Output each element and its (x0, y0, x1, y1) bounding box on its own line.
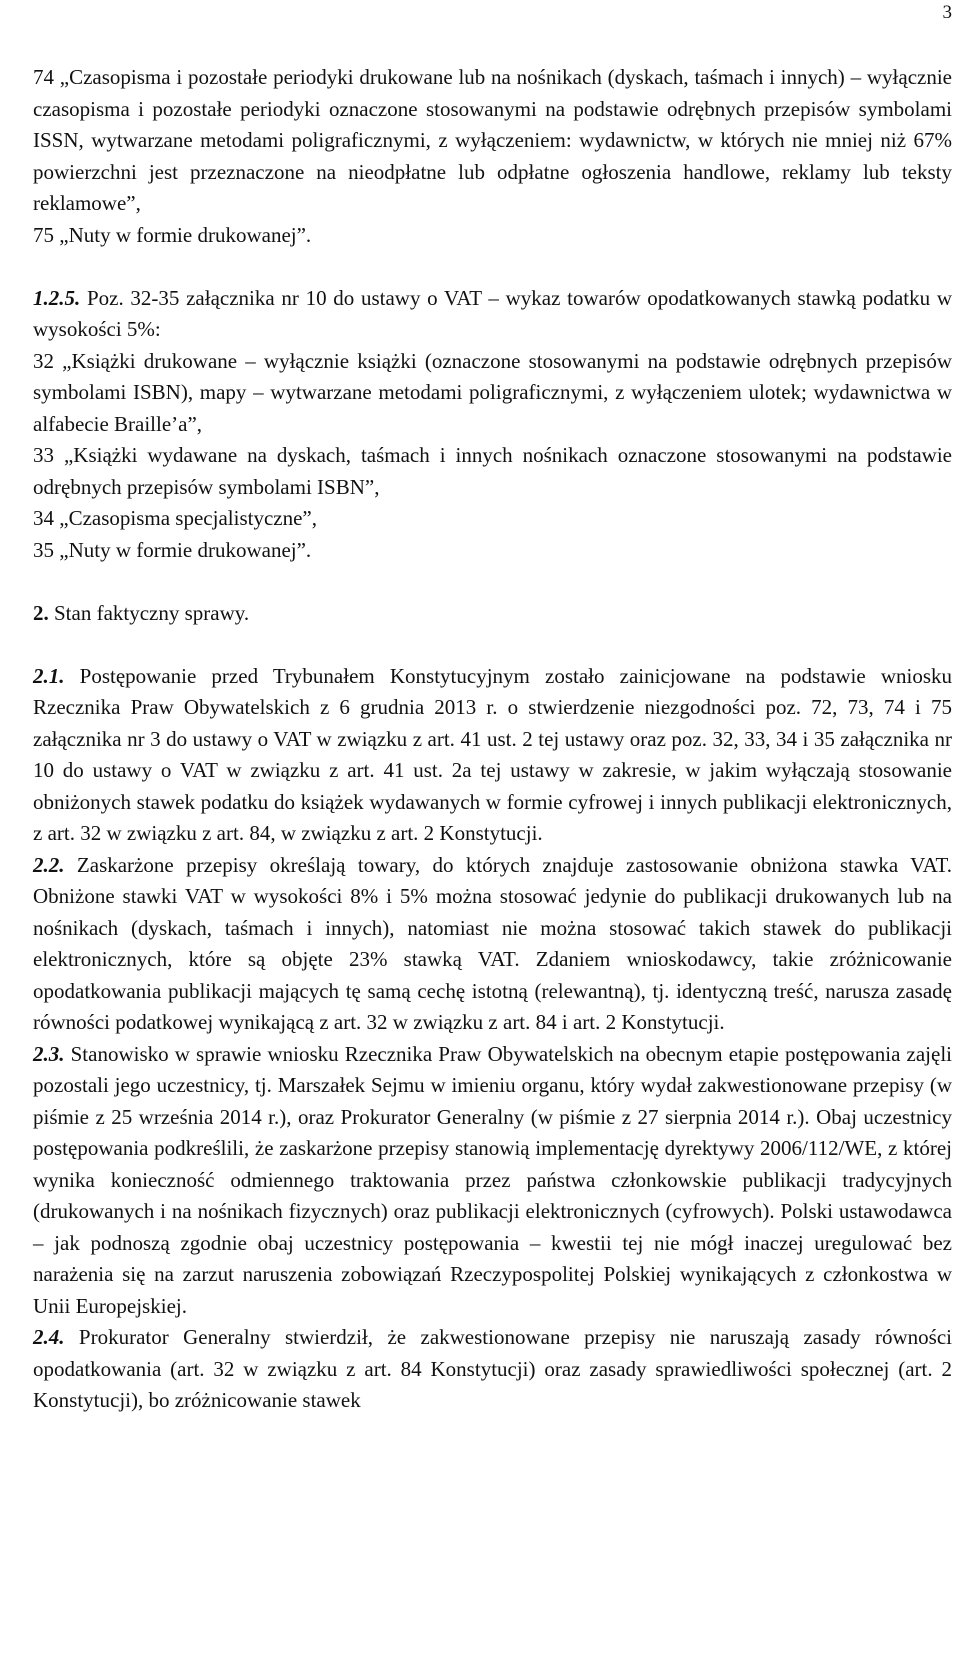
page-number: 3 (942, 2, 952, 23)
section-1-2-5 (33, 283, 952, 346)
section-number: 2.2. (33, 852, 65, 877)
section-2-4 (33, 1322, 952, 1417)
section-heading-text: Stan faktyczny sprawy. (48, 600, 250, 625)
section-number: 2.3. (33, 1041, 65, 1066)
section-2-1 (33, 661, 952, 850)
section-text: Poz. 32-35 załącznika nr 10 do ustawy o VAT – wykaz towarów opodatkowanych stawką podatku w wysokości 5%: (33, 285, 952, 341)
section-2-heading (33, 598, 952, 630)
document-body (33, 62, 952, 1417)
section-2-2 (33, 850, 952, 1039)
section-2-3 (33, 1039, 952, 1323)
list-item-75: 75 „Nuty w formie drukowanej”. (33, 222, 312, 247)
list-item-33: 33 „Książki wydawane na dyskach, taśmach i innych nośnikach oznaczone stosowanymi na podstawie odrębnych przepisów symbolami ISBN”, (33, 443, 952, 499)
paragraph-gap (33, 629, 952, 661)
section-number: 1.2.5. (33, 285, 81, 310)
list-item-32: 32 „Książki drukowane – wyłącznie książki (oznaczone stosowanymi na podstawie odrębnych przepisów symbolami ISBN), mapy – wytwarzane metodami poligraficznymi, z wyłączeniem ulotek; wydawnictwa w alfabecie Braille’a”, (33, 348, 952, 436)
list-item-34: 34 „Czasopisma specjalistyczne”, (33, 506, 317, 530)
section-number: 2.1. (33, 663, 65, 688)
paragraph-gap (33, 566, 952, 598)
list-item-74: 74 „Czasopisma i pozostałe periodyki drukowane lub na nośnikach (dyskach, taśmach i innych) – wyłącznie czasopisma i pozostałe periodyki oznaczone stosowanymi na podstawie odrębnych przepisów symbolami ISSN, wytwarzane metodami poligraficznymi, z wyłączeniem: wydawnictw, w których nie mniej niż 67% powierzchni jest przeznaczone na nieodpłatne lub odpłatne ogłoszenia handlowe, reklamy lub teksty reklamowe”, (33, 65, 952, 215)
section-text: Stanowisko w sprawie wniosku Rzecznika Praw Obywatelskich na obecnym etapie postępowania zajęli pozostali jego uczestnicy, tj. Marszałek Sejmu w imieniu organu, który wydał zakwestionowane przepisy (w piśmie z 25 września 2014 r.), oraz Prokurator Generalny (w piśmie z 27 sierpnia 2014 r.). Obaj uczestnicy postępowania podkreślili, że zaskarżone przepisy stanowią implementację dyrektywy 2006/112/WE, z której wynika konieczność odmiennego traktowania przez państwa członkowskie publikacji tradycyjnych (drukowanych i na nośnikach fizycznych) oraz publikacji elektronicznych (cyfrowych). Polski ustawodawca – jak podnoszą zgodnie obaj uczestnicy postępowania – kwestii tej nie mógł inaczej uregulować bez narażenia się na zarzut naruszenia zobowiązań Rzeczypospolitej Polskiej wynikających z członkostwa w Unii Europejskiej. (33, 1041, 952, 1318)
section-text: Zaskarżone przepisy określają towary, do których znajduje zastosowanie obniżona stawka VAT. Obniżone stawki VAT w wysokości 8% i 5% można stosować jedynie do publikacji drukowanych lub na nośnikach (dyskach, taśmach i innych), natomiast nie można stosować takich stawek do publikacji elektronicznych, które są objęte 23% stawką VAT. Zdaniem wnioskodawcy, takie zróżnicowanie opodatkowania publikacji mających tę samą cechę istotną (relewantną), tj. identyczną treść, narusza zasadę równości podatkowej wynikającą z art. 32 w związku z art. 84 i art. 2 Konstytucji. (33, 852, 952, 1034)
list-item-35: 35 „Nuty w formie drukowanej”. (33, 537, 312, 562)
paragraph-gap (33, 251, 952, 283)
section-text: Prokurator Generalny stwierdził, że zakwestionowane przepisy nie naruszają zasady równości opodatkowania (art. 32 w związku z art. 84 Konstytucji) oraz zasady sprawiedliwości społecznej (art. 2 Konstytucji), bo zróżnicowanie stawek (33, 1325, 952, 1412)
section-number: 2. (33, 600, 49, 625)
section-number: 2.4. (33, 1325, 65, 1349)
section-text: Postępowanie przed Trybunałem Konstytucyjnym zostało zainicjowane na podstawie wniosku Rzecznika Praw Obywatelskich z 6 grudnia 2013 r. o stwierdzenie niezgodności poz. 72, 73, 74 i 75 załącznika nr 3 do ustawy o VAT w związku z art. 41 ust. 2 tej ustawy oraz poz. 32, 33, 34 i 35 załącznika nr 10 do ustawy o VAT w związku z art. 41 ust. 2a tej ustawy w zakresie, w jakim wyłączają stosowanie obniżonych stawek podatku do książek wydawanych w formie cyfrowej i innych publikacji elektronicznych, z art. 32 w związku z art. 84, w związku z art. 2 Konstytucji. (33, 663, 952, 845)
